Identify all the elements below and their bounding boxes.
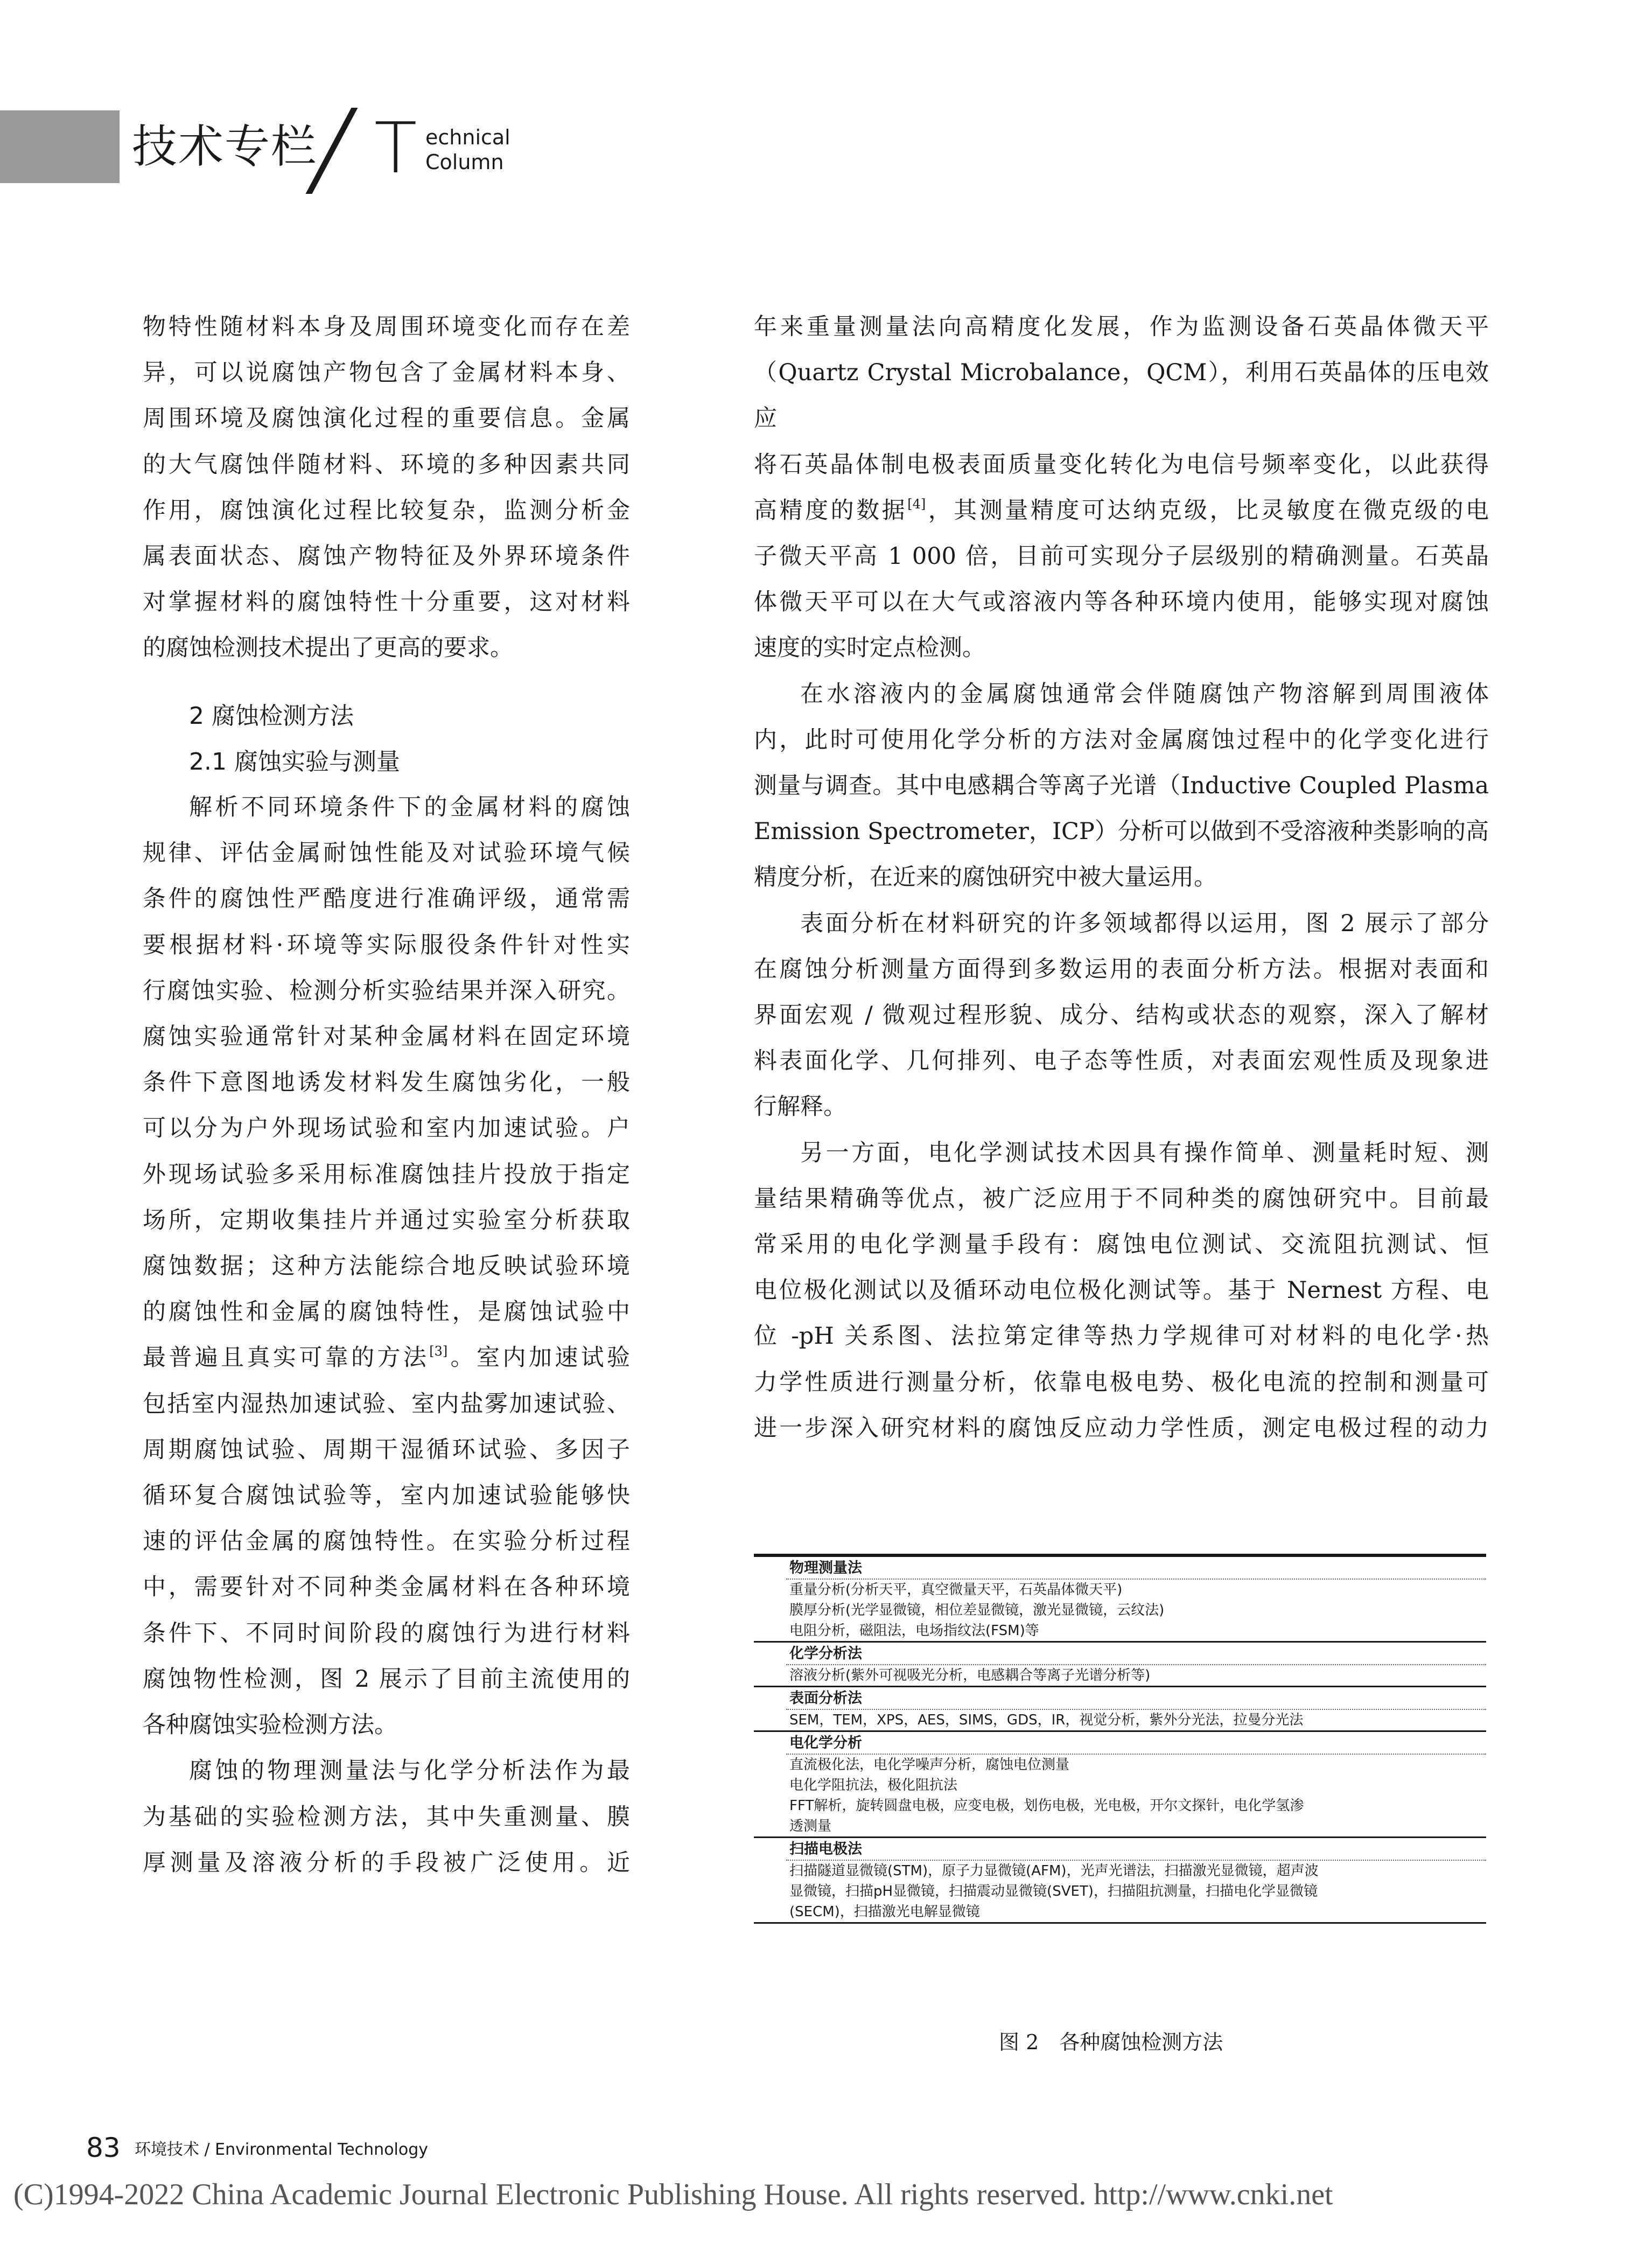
right-paragraph-4 bbox=[754, 1130, 1489, 1451]
text-line: （Quartz Crystal Microbalance，QCM），利用石英晶体的压电效应 bbox=[754, 359, 1489, 432]
text-fragment: 。室内加速试验 bbox=[447, 1344, 631, 1372]
text-line: 异，可以说腐蚀产物包含了金属材料本身、 bbox=[143, 359, 630, 387]
citation-ref: [4] bbox=[907, 496, 926, 512]
text-fragment: ，其测量精度可达纳克级，比灵敏度在微克级的电 bbox=[926, 497, 1489, 524]
category-title: 化学分析法 bbox=[789, 1645, 862, 1662]
column-title-cn: 技术专栏 bbox=[132, 120, 318, 173]
text-line: 年来重量测量法向高精度化发展，作为监测设备石英晶体微天平 bbox=[754, 313, 1489, 340]
text-line: 规律、评估金属耐蚀性能及对试验环境气候 bbox=[143, 840, 630, 867]
text-line: 各种腐蚀实验检测方法。 bbox=[143, 1712, 397, 1739]
right-column bbox=[754, 304, 1489, 1451]
text-line: 速的评估金属的腐蚀特性。在实验分析过程 bbox=[143, 1528, 630, 1555]
section-heading: 2 腐蚀检测方法 bbox=[189, 702, 354, 730]
text-line: 的大气腐蚀伴随材料、环境的多种因素共同 bbox=[143, 451, 630, 478]
text-line: 速度的实时定点检测。 bbox=[754, 634, 985, 662]
journal-name: 环境技术 / Environmental Technology bbox=[135, 2140, 429, 2159]
left-paragraph-3 bbox=[143, 1748, 630, 1886]
left-column bbox=[143, 304, 630, 1886]
text-line: 腐蚀数据；这种方法能综合地反映试验环境 bbox=[143, 1253, 630, 1280]
text-line: 子微天平高 1 000 倍，目前可实现分子层级别的精确测量。石英晶 bbox=[754, 543, 1489, 570]
category-title: 电化学分析 bbox=[789, 1735, 862, 1751]
text-line: 厚测量及溶液分析的手段被广泛使用。近 bbox=[143, 1849, 630, 1876]
text-line: 周围环境及腐蚀演化过程的重要信息。金属 bbox=[143, 405, 630, 432]
text-fragment: 高精度的数据 bbox=[754, 497, 908, 524]
text-line: 的腐蚀检测技术提出了更高的要求。 bbox=[143, 634, 513, 662]
text-line: 力学性质进行测量分析，依靠电极电势、极化电流的控制和测量可 bbox=[754, 1368, 1489, 1396]
right-paragraph-2 bbox=[754, 672, 1489, 901]
text-line: 属表面状态、腐蚀产物特征及外界环境条件 bbox=[143, 543, 630, 570]
text-line: 界面宏观 / 微观过程形貌、成分、结构或状态的观察，深入了解材 bbox=[754, 1002, 1489, 1029]
text-line: 将石英晶体制电极表面质量变化转化为电信号频率变化，以此获得 bbox=[754, 451, 1489, 478]
method-item: 溶液分析(紫外可视吸光分析，电感耦合等离子光谱分析等) bbox=[789, 1667, 1151, 1684]
text-line: 进一步深入研究材料的腐蚀反应动力学性质，测定电极过程的动力 bbox=[754, 1414, 1489, 1442]
text-line: 在水溶液内的金属腐蚀通常会伴随腐蚀产物溶解到周围液体 bbox=[800, 680, 1489, 708]
text-line: 电位极化测试以及循环动电位极化测试等。基于 Nernest 方程、电 bbox=[754, 1277, 1489, 1304]
text-line: 测量与调查。其中电感耦合等离子光谱（Inductive Coupled Plasma bbox=[754, 772, 1489, 800]
text-line: 周期腐蚀试验、周期干湿循环试验、多因子 bbox=[143, 1436, 630, 1463]
text-line: 体微天平可以在大气或溶液内等各种环境内使用，能够实现对腐蚀 bbox=[754, 589, 1489, 616]
category-rule bbox=[754, 1730, 1486, 1732]
text-line: 为基础的实验检测方法，其中失重测量、膜 bbox=[143, 1803, 630, 1831]
figure-caption: 图 2 各种腐蚀检测方法 bbox=[999, 2030, 1223, 2054]
category-title: 物理测量法 bbox=[789, 1560, 862, 1576]
text-line-with-citation bbox=[754, 488, 1489, 534]
category-rule bbox=[754, 1641, 1486, 1643]
category-rule bbox=[754, 1836, 1486, 1838]
column-title-en bbox=[425, 125, 510, 174]
text-line: 循环复合腐蚀试验等，室内加速试验能够快 bbox=[143, 1482, 630, 1510]
text-line: 场所，定期收集挂片并通过实验室分析获取 bbox=[143, 1206, 630, 1234]
column-title-initial: T bbox=[374, 107, 417, 189]
text-line: 行腐蚀实验、检测分析实验结果并深入研究。 bbox=[143, 977, 630, 1004]
text-line: 表面分析在材料研究的许多领域都得以运用，图 2 展示了部分 bbox=[800, 910, 1489, 937]
method-item: 膜厚分析(光学显微镜，相位差显微镜，激光显微镜，云纹法) bbox=[789, 1602, 1165, 1618]
text-line: 常采用的电化学测量手段有：腐蚀电位测试、交流阻抗测试、恒 bbox=[754, 1231, 1489, 1259]
subsection-heading: 2.1 腐蚀实验与测量 bbox=[189, 748, 400, 776]
text-line: 要根据材料·环境等实际服役条件针对性实 bbox=[143, 931, 630, 959]
text-line: 位 -pH 关系图、法拉第定律等热力学规律可对材料的电化学·热 bbox=[754, 1323, 1489, 1350]
header-grey-block bbox=[0, 110, 120, 183]
right-paragraph-3 bbox=[754, 901, 1489, 1130]
text-line: 对掌握材料的腐蚀特性十分重要，这对材料 bbox=[143, 589, 630, 616]
text-line: 解析不同环境条件下的金属材料的腐蚀 bbox=[189, 794, 630, 821]
category-title: 表面分析法 bbox=[789, 1690, 862, 1707]
left-paragraph-2 bbox=[143, 785, 630, 1748]
left-paragraph-1 bbox=[143, 304, 630, 672]
table-bottom-rule bbox=[754, 1922, 1486, 1924]
text-line: 中，需要针对不同种类金属材料在各种环境 bbox=[143, 1574, 630, 1601]
text-line: 可以分为户外现场试验和室内加速试验。户 bbox=[143, 1115, 630, 1142]
method-item: 直流极化法，电化学噪声分析，腐蚀电位测量 bbox=[789, 1757, 1070, 1773]
method-item: 重量分析(分析天平，真空微量天平，石英晶体微天平) bbox=[789, 1582, 1123, 1598]
figure-2-methods-table bbox=[754, 1554, 1486, 1924]
text-line: 的腐蚀性和金属的腐蚀特性，是腐蚀试验中 bbox=[143, 1298, 630, 1326]
method-item: 电阻分析，磁阻法，电场指纹法(FSM)等 bbox=[789, 1623, 1039, 1639]
text-line: 作用，腐蚀演化过程比较复杂，监测分析金 bbox=[143, 497, 630, 524]
method-item: 电化学阻抗法，极化阻抗法 bbox=[789, 1777, 958, 1793]
text-line: 外现场试验多采用标准腐蚀挂片投放于指定 bbox=[143, 1161, 630, 1188]
method-item: 扫描隧道显微镜(STM)，原子力显微镜(AFM)，光声光谱法，扫描激光显微镜，超声波 显微镜，扫描pH显微镜，扫描震动显微镜(SVET)，扫描阻抗测量，扫描电化学显微镜 (SECM)，扫描激光电解显微镜 bbox=[789, 1863, 1319, 1920]
text-line-with-citation bbox=[143, 1335, 630, 1381]
page-number: 83 bbox=[86, 2132, 121, 2163]
text-line: 条件下、不同时间阶段的腐蚀行为进行材料 bbox=[143, 1619, 630, 1647]
table-top-rule bbox=[754, 1554, 1486, 1557]
citation-ref: [3] bbox=[429, 1344, 448, 1359]
copyright-notice: (C)1994-2022 China Academic Journal Electronic Publishing House. All rights reserved. http://www.cnki.net bbox=[13, 2178, 1333, 2211]
text-line: 物特性随材料本身及周围环境变化而存在差 bbox=[143, 313, 630, 340]
category-title: 扫描电极法 bbox=[789, 1841, 862, 1857]
text-line: 腐蚀物性检测，图 2 展示了目前主流使用的 bbox=[143, 1665, 630, 1693]
text-line: 腐蚀实验通常针对某种金属材料在固定环境 bbox=[143, 1023, 630, 1051]
text-line: 量结果精确等优点，被广泛应用于不同种类的腐蚀研究中。目前最 bbox=[754, 1185, 1489, 1212]
column-title-en-line2: Column bbox=[425, 150, 504, 174]
text-line: Emission Spectrometer，ICP）分析可以做到不受溶液种类影响的高 bbox=[754, 818, 1489, 846]
text-line: 行解释。 bbox=[754, 1093, 846, 1121]
text-line: 精度分析，在近来的腐蚀研究中被大量运用。 bbox=[754, 864, 1217, 891]
text-line: 在腐蚀分析测量方面得到多数运用的表面分析方法。根据对表面和 bbox=[754, 955, 1489, 983]
text-line: 料表面化学、几何排列、电子态等性质，对表面宏观性质及现象进 bbox=[754, 1047, 1489, 1075]
text-fragment: 最普遍且真实可靠的方法 bbox=[143, 1344, 430, 1372]
text-line: 包括室内湿热加速试验、室内盐雾加速试验、 bbox=[143, 1390, 630, 1417]
method-item: FFT解析，旋转圆盘电极，应变电极，划伤电极，光电极，开尔文探针，电化学氢渗 透测量 bbox=[789, 1798, 1304, 1834]
text-line: 腐蚀的物理测量法与化学分析法作为最 bbox=[189, 1757, 630, 1785]
text-line: 内，此时可使用化学分析的方法对金属腐蚀过程中的化学变化进行 bbox=[754, 726, 1489, 753]
category-rule bbox=[754, 1686, 1486, 1687]
text-line: 条件下意图地诱发材料发生腐蚀劣化，一般 bbox=[143, 1069, 630, 1096]
text-line: 条件的腐蚀性严酷度进行准确评级，通常需 bbox=[143, 885, 630, 913]
method-item: SEM，TEM，XPS，AES，SIMS，GDS，IR，视觉分析，紫外分光法，拉曼分光法 bbox=[789, 1712, 1304, 1728]
column-title-en-line1: echnical bbox=[425, 125, 510, 149]
right-paragraph-1 bbox=[754, 304, 1489, 672]
text-line: 另一方面，电化学测试技术因具有操作简单、测量耗时短、测 bbox=[800, 1139, 1489, 1167]
